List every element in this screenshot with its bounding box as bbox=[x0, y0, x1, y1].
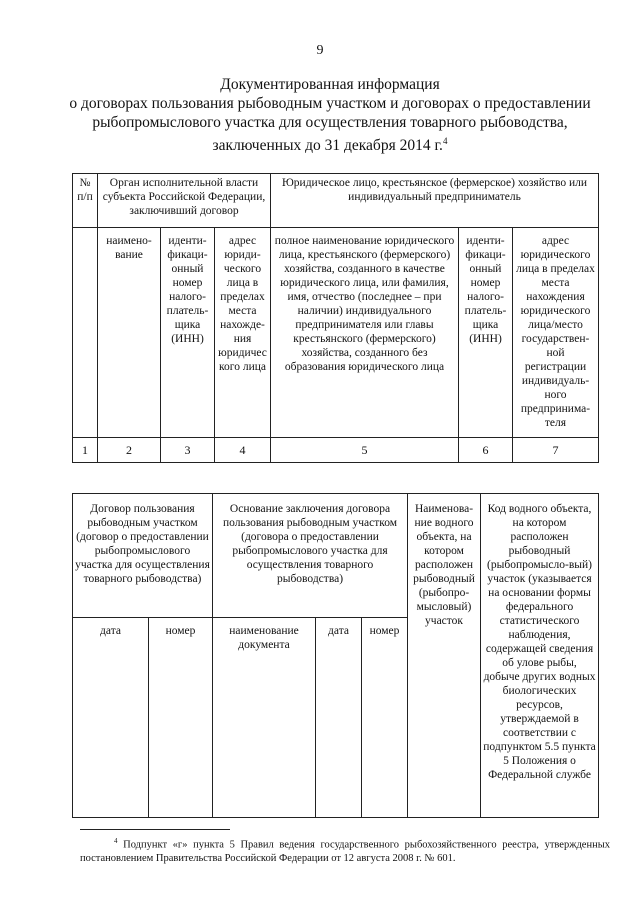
document-title bbox=[40, 75, 620, 155]
subheader-entity-full-name: полное наименование юридического лица, крестьянского (фермерского) хозяйства, созданного в качестве юридического лица, или фамилия, имя, отчество (последнее – при наличии) индивидуального предпринимателя или главы крестьянского (фермерского) хозяйства, созданного без образования юридического лица bbox=[271, 228, 459, 438]
footnote-separator bbox=[80, 829, 230, 830]
footnote bbox=[80, 835, 610, 865]
subheader-basis-number: номер bbox=[362, 618, 408, 818]
subheader-authority-inn: иденти-фикаци-онный номер налого-платель-щика (ИНН) bbox=[161, 228, 215, 438]
column-number: 7 bbox=[513, 438, 599, 463]
title-line-3: рыбопромыслового участка для осуществления товарного рыбоводства, bbox=[92, 114, 568, 131]
subheader-entity-inn: иденти-фикаци-онный номер налого-платель-щика (ИНН) bbox=[459, 228, 513, 438]
header-row-number: № п/п bbox=[73, 174, 98, 228]
subheader-basis-date: дата bbox=[316, 618, 362, 818]
column-number: 4 bbox=[215, 438, 271, 463]
page-number: 9 bbox=[316, 43, 324, 58]
header-water-body-code: Код водного объекта, на котором расположен рыбоводный (рыбопромысло-вый) участок (указывается на основании формы федерального статистического наблюдения, содержащей сведения об улове рыбы, добыче других водных биологических ресурсов, утверждаемой в соответствии с подпунктом 5.5 пункта 5 Положения о Федеральной службе bbox=[481, 494, 599, 818]
column-number: 6 bbox=[459, 438, 513, 463]
header-contract: Договор пользования рыбоводным участком (договор о предоставлении рыбопромыслового участка для осуществления товарного рыбоводства) bbox=[73, 494, 213, 618]
header-legal-entity: Юридическое лицо, крестьянское (фермерское) хозяйство или индивидуальный предприниматель bbox=[271, 174, 599, 228]
header-water-body-name: Наименова-ние водного объекта, на котором расположен рыбоводный (рыбопро-мысловый) участок bbox=[408, 494, 481, 818]
footnote-mark: 4 bbox=[114, 837, 118, 845]
subheader-authority-address: адрес юриди-ческого лица в пределах места нахожде-ния юридичес кого лица bbox=[215, 228, 271, 438]
header-contract-basis: Основание заключения договора пользования рыбоводным участком (договора о предоставлении рыбопромыслового участка для осуществления товарного рыбоводства) bbox=[213, 494, 408, 618]
subheader-document-name: наименование документа bbox=[213, 618, 316, 818]
title-line-4-text: заключенных до 31 декабря 2014 г. bbox=[212, 137, 443, 155]
title-line-4 bbox=[40, 132, 620, 155]
subheader-authority-name: наимено-вание bbox=[98, 228, 161, 438]
registry-table-part-2 bbox=[72, 493, 599, 818]
empty-cell bbox=[73, 228, 98, 438]
header-executive-authority: Орган исполнительной власти субъекта Российской Федерации, заключивший договор bbox=[98, 174, 271, 228]
footnote-text: Подпункт «г» пункта 5 Правил ведения государственного рыбохозяйственного реестра, утвержденных постановлением Правительства Российской Федерации от 12 августа 2008 г. № 601. bbox=[80, 839, 611, 864]
title-footnote-mark: 4 bbox=[442, 136, 448, 146]
title-line-1: Документированная информация bbox=[220, 76, 440, 93]
subheader-entity-address: адрес юридического лица в пределах места нахождения юридического лица/место государствен-ной регистрации индивидуаль-ного предпринима-теля bbox=[513, 228, 599, 438]
column-number: 3 bbox=[161, 438, 215, 463]
title-line-2: о договорах пользования рыбоводным участком и договорах о предоставлении bbox=[69, 95, 591, 112]
column-number: 1 bbox=[73, 438, 98, 463]
subheader-contract-date: дата bbox=[73, 618, 149, 818]
column-number: 2 bbox=[98, 438, 161, 463]
subheader-contract-number: номер bbox=[149, 618, 213, 818]
column-number: 5 bbox=[271, 438, 459, 463]
registry-table-part-1 bbox=[72, 173, 599, 463]
